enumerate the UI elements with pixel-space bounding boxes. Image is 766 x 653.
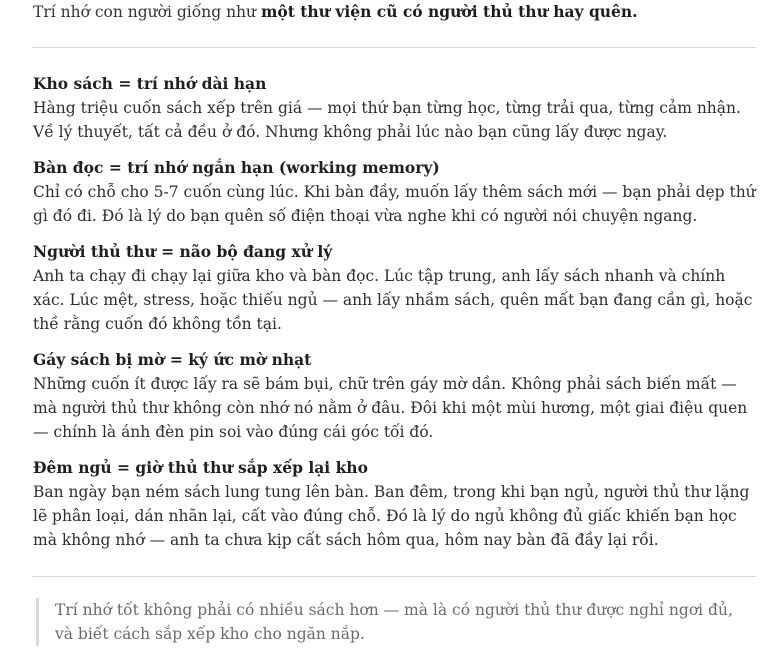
section-working-memory bbox=[33, 156, 758, 228]
section-body: Ban ngày bạn ném sách lung tung lên bàn. Ban đêm, trong khi bạn ngủ, người thủ thư lặng lẽ phân loại, dán nhãn lại, cất vào đúng chỗ. Đó là lý do ngủ không đủ giấc khiến bạn học mà không nhớ — anh ta chưa kịp cất sách hôm qua, hôm nay bàn đã đầy lại rồi. bbox=[33, 483, 750, 549]
section-title: Bàn đọc = trí nhớ ngắn hạn (working memory) bbox=[33, 158, 440, 177]
section-title: Kho sách = trí nhớ dài hạn bbox=[33, 74, 267, 93]
intro-emphasis: một thư viện cũ có người thủ thư hay quên. bbox=[260, 2, 638, 21]
section-title: Đêm ngủ = giờ thủ thư sắp xếp lại kho bbox=[33, 458, 368, 477]
section-title: Gáy sách bị mờ = ký ức mờ nhạt bbox=[33, 350, 312, 369]
section-librarian bbox=[33, 240, 758, 336]
section-body: Những cuốn ít được lấy ra sẽ bám bụi, chữ trên gáy mờ dần. Không phải sách biến mất — mà người thủ thư không còn nhớ nó nằm ở đâu. Đôi khi một mùi hương, một giai điệu quen — chính là ánh đèn pin soi vào đúng cái góc tối đó. bbox=[33, 375, 748, 441]
section-title: Người thủ thư = não bộ đang xử lý bbox=[33, 242, 333, 261]
divider-bottom bbox=[32, 576, 756, 577]
section-long-term-memory bbox=[33, 72, 758, 144]
section-body: Chỉ có chỗ cho 5-7 cuốn cùng lúc. Khi bàn đầy, muốn lấy thêm sách mới — bạn phải dẹp thứ gì đó đi. Đó là lý do bạn quên số điện thoại vừa nghe khi có người nói chuyện ngang. bbox=[33, 183, 756, 225]
intro-sentence bbox=[33, 1, 638, 23]
section-body: Hàng triệu cuốn sách xếp trên giá — mọi thứ bạn từng học, từng trải qua, từng cảm nhận. Về lý thuyết, tất cả đều ở đó. Nhưng không phải lúc nào bạn cũng lấy được ngay. bbox=[33, 99, 741, 141]
closing-quote bbox=[36, 598, 745, 646]
section-faded-spines bbox=[33, 348, 758, 444]
analogy-sections bbox=[33, 72, 758, 564]
intro-lead: Trí nhớ con người giống như bbox=[33, 3, 261, 21]
section-sleep bbox=[33, 456, 758, 552]
divider-top bbox=[32, 47, 756, 48]
quote-text: Trí nhớ tốt không phải có nhiều sách hơn — mà là có người thủ thư được nghỉ ngơi đủ, và biết cách sắp xếp kho cho ngăn nắp. bbox=[55, 601, 733, 643]
section-body: Anh ta chạy đi chạy lại giữa kho và bàn đọc. Lúc tập trung, anh lấy sách nhanh và chính xác. Lúc mệt, stress, hoặc thiếu ngủ — anh lấy nhầm sách, quên mất bạn đang cần gì, hoặc thề rằng cuốn đó không tồn tại. bbox=[33, 267, 753, 333]
